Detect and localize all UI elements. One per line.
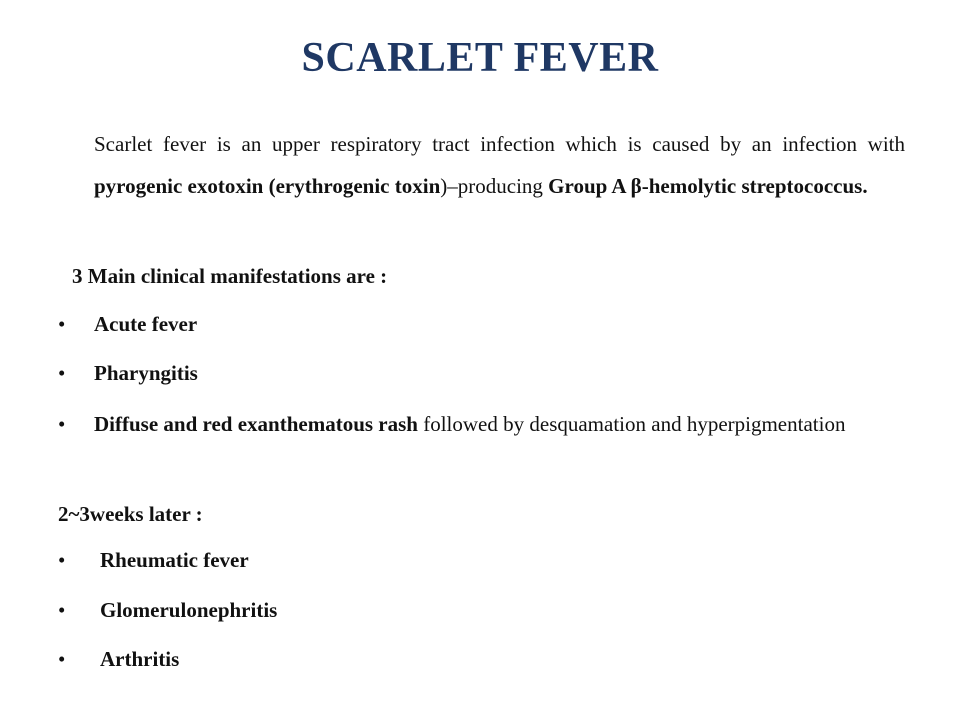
bullet-icon: • [58,548,66,572]
rash-rest: followed by desquamation and hyperpigmentation [417,412,846,436]
bullet-icon: • [58,647,66,671]
rash-bold: Diffuse and red exanthematous rash [94,412,418,436]
bullet-icon: • [58,361,66,385]
list-item-rash [58,405,905,443]
rash-text [94,405,905,443]
list-item-label: Glomerulonephritis [100,598,278,622]
list-item-label: Pharyngitis [94,361,198,385]
bullet-icon: • [58,598,66,622]
list-item-label: Arthritis [100,647,180,671]
list-item-label: Acute fever [94,312,198,336]
manifestations-heading: 3 Main clinical manifestations are : [72,264,388,288]
intro-text-1: Scarlet fever is an upper respiratory tract infection which is caused by an infection with [94,132,905,156]
bullet-icon: • [58,412,66,436]
slide-title: SCARLET FEVER [301,35,659,81]
intro-bold-streptococcus: Group A β-hemolytic streptococcus. [548,174,868,198]
later-heading: 2~3weeks later : [58,502,203,526]
bullet-icon: • [58,312,66,336]
intro-text-2: )–producing [440,174,549,198]
list-item-label: Rheumatic fever [100,548,249,572]
intro-paragraph [94,123,905,207]
intro-bold-toxin: pyrogenic exotoxin (erythrogenic toxin [94,174,441,198]
